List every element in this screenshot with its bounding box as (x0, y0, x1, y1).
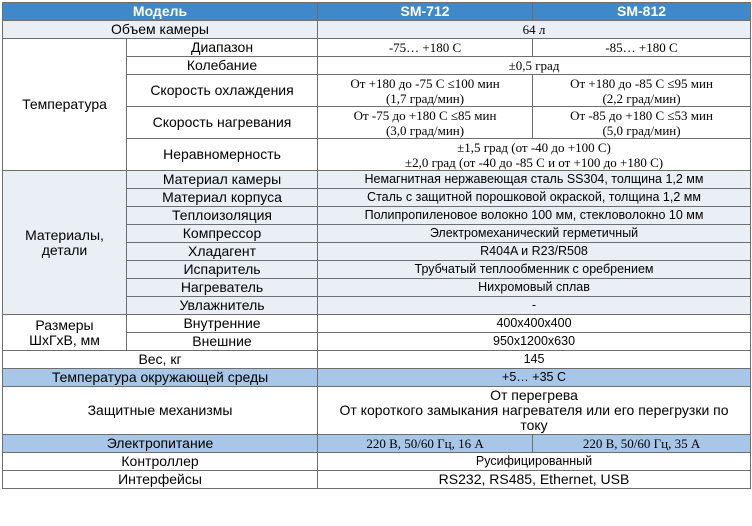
heating-sm712-line1: От -75 до +180 С ≤85 мин (353, 107, 497, 123)
dim-outer-label: Внешние (127, 333, 318, 351)
row-material-0 (3, 171, 751, 189)
row-controller (3, 453, 751, 471)
temp-range-label: Диапазон (127, 39, 318, 57)
material-label: Компрессор (127, 225, 318, 243)
dim-outer-value: 950х1200х630 (318, 333, 751, 351)
ambient-value: +5… +35 С (318, 369, 751, 387)
interfaces-value: RS232, RS485, Ethernet, USB (318, 471, 751, 489)
material-label: Нагреватель (127, 279, 318, 297)
protection-line1: От перегрева (490, 387, 578, 403)
temp-fluctuation-value: ±0,5 град (318, 57, 751, 75)
ambient-label: Температура окружающей среды (3, 369, 318, 387)
material-value: Нихромовый сплав (318, 279, 751, 297)
cooling-sm812-line2: (2,2 град/мин) (602, 90, 681, 106)
weight-label: Вес, кг (3, 351, 318, 369)
materials-group-line1: Материалы, (25, 226, 104, 243)
temp-range-sm712: -75… +180 С (318, 39, 533, 57)
material-label: Материал камеры (127, 171, 318, 189)
dim-inner-label: Внутренние (127, 315, 318, 333)
material-label: Увлажнитель (127, 297, 318, 315)
row-interfaces (3, 471, 751, 489)
nonuniformity-line2: ±2,0 град (от -40 до -85 С и от +100 до +180 С) (404, 154, 664, 170)
protection-label: Защитные механизмы (3, 387, 318, 435)
temperature-group: Температура (3, 39, 127, 171)
heating-sm712-line2: (3,0 град/мин) (385, 122, 465, 138)
heating-sm812 (533, 107, 751, 139)
row-power (3, 435, 751, 453)
material-label: Теплоизоляция (127, 207, 318, 225)
materials-group-line2: детали (41, 241, 88, 258)
dimensions-group-line1: Размеры (35, 316, 94, 333)
power-sm812: 220 В, 50/60 Гц, 35 А (533, 435, 751, 453)
cooling-sm712 (318, 75, 533, 107)
power-label: Электропитание (3, 435, 318, 453)
dimensions-group-line2: ШхГхВ, мм (29, 331, 100, 348)
interfaces-label: Интерфейсы (3, 471, 318, 489)
controller-value: Русифицированный (318, 453, 751, 471)
row-weight (3, 351, 751, 369)
protection-line3: току (520, 417, 548, 433)
row-volume (3, 21, 751, 39)
heating-label: Скорость нагревания (127, 107, 318, 139)
dim-inner-value: 400х400х400 (318, 315, 751, 333)
nonuniformity-label: Неравномерность (127, 139, 318, 171)
power-sm712: 220 В, 50/60 Гц, 16 А (318, 435, 533, 453)
material-value: Электромеханический герметичный (318, 225, 751, 243)
nonuniformity-value (318, 139, 751, 171)
nonuniformity-line1: ±1,5 град (от -40 до +100 С) (457, 139, 611, 155)
volume-value: 64 л (318, 21, 751, 39)
header-sm812: SM-812 (533, 3, 751, 21)
cooling-sm812-line1: От +180 до -85 С ≤95 мин (570, 75, 713, 91)
row-protection (3, 387, 751, 435)
header-row (3, 3, 751, 21)
cooling-label: Скорость охлаждения (127, 75, 318, 107)
cooling-sm812 (533, 75, 751, 107)
protection-line2: От короткого замыкания нагревателя или его перегрузки по (339, 402, 729, 418)
temp-fluctuation-label: Колебание (127, 57, 318, 75)
row-dim-inner (3, 315, 751, 333)
row-ambient (3, 369, 751, 387)
cooling-sm712-line1: От +180 до -75 С ≤100 мин (350, 75, 500, 91)
protection-value (318, 387, 751, 435)
volume-label: Объем камеры (3, 21, 318, 39)
cooling-sm712-line2: (1,7 град/мин) (385, 90, 465, 106)
material-value: Трубчатый теплообменник с оребрением (318, 261, 751, 279)
heating-sm712 (318, 107, 533, 139)
material-value: Немагнитная нержавеющая сталь SS304, толщина 1,2 мм (318, 171, 751, 189)
material-value: - (318, 297, 751, 315)
temp-range-sm812: -85… +180 С (533, 39, 751, 57)
heating-sm812-line1: От -85 до +180 С ≤53 мин (570, 107, 713, 123)
materials-group (3, 171, 127, 315)
material-value: Сталь с защитной порошковой окраской, толщина 1,2 мм (318, 189, 751, 207)
header-model: Модель (3, 3, 318, 21)
material-value: R404A и R23/R508 (318, 243, 751, 261)
spec-table (2, 2, 751, 489)
dimensions-group (3, 315, 127, 351)
controller-label: Контроллер (3, 453, 318, 471)
material-label: Хладагент (127, 243, 318, 261)
weight-value: 145 (318, 351, 751, 369)
row-temp-range (3, 39, 751, 57)
material-label: Материал корпуса (127, 189, 318, 207)
header-sm712: SM-712 (318, 3, 533, 21)
material-value: Полипропиленовое волокно 100 мм, стекловолокно 10 мм (318, 207, 751, 225)
material-label: Испаритель (127, 261, 318, 279)
heating-sm812-line2: (5,0 град/мин) (602, 122, 681, 138)
